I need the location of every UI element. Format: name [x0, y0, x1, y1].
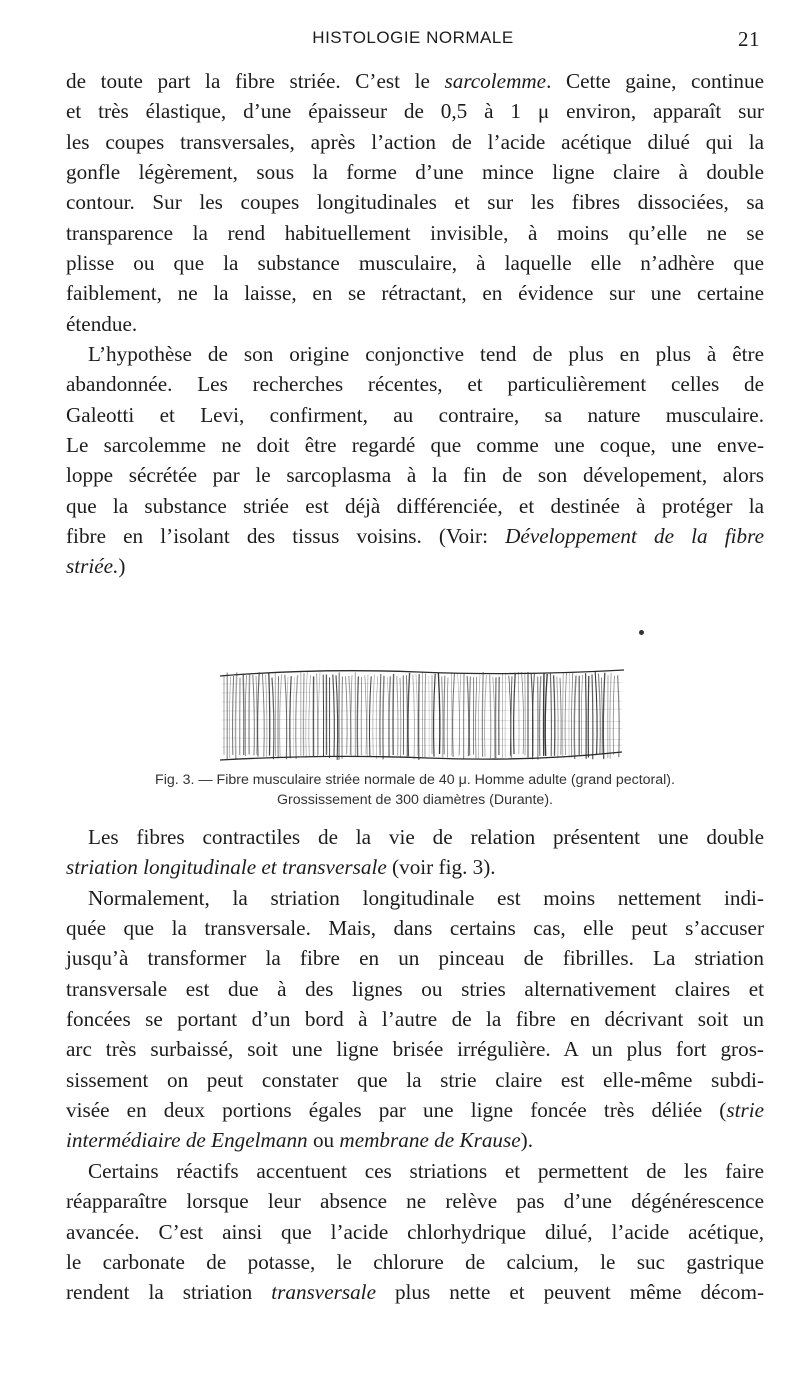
text-line: L’hypothèse de son origine conjonctive tend de plus en plus à être	[88, 342, 764, 366]
text-line: plisse ou que la substance musculaire, à laquelle elle n’adhère que	[66, 251, 764, 276]
text-line: réapparaître lorsque leur absence ne relève pas d’une dégénérescence	[66, 1189, 764, 1214]
figure-muscle-fiber-illustration	[218, 664, 626, 766]
text-line: le carbonate de potasse, le chlorure de calcium, le suc gastrique	[66, 1250, 764, 1275]
text-line: Certains réactifs accentuent ces striations et permettent de les faire	[88, 1159, 764, 1183]
text-line: jusqu’à transformer la fibre en un pinceau de fibrilles. La striation	[66, 946, 764, 971]
caption-line: Fig. 3. — Fibre musculaire striée normale de 40 μ. Homme adulte (grand pectoral).	[155, 772, 675, 788]
caption-line: Grossissement de 300 diamètres (Durante).	[277, 792, 553, 808]
page-number: 21	[738, 27, 760, 51]
paragraph-origine	[66, 339, 764, 582]
figure-caption	[66, 770, 764, 810]
text-line: visée en deux portions égales par une ligne foncée très déliée (strie	[66, 1098, 764, 1123]
text-line: striée.)	[66, 554, 126, 579]
text-line: intermédiaire de Engelmann ou membrane de Krause).	[66, 1128, 534, 1153]
term-transversale: transversale	[271, 1280, 376, 1305]
text-line: de toute part la fibre striée. C’est le sarcolemme. Cette gaine, continue	[66, 69, 764, 93]
text-line: abandonnée. Les recherches récentes, et particulièrement celles de	[66, 372, 764, 397]
text-line: loppe sécrétée par le sarcoplasma à la fin de son dévelopement, alors	[66, 463, 764, 488]
text-line: arc très surbaissé, soit une ligne brisée irrégulière. A un plus fort gros-	[66, 1037, 764, 1062]
text-line: étendue.	[66, 311, 138, 336]
text-line: gonfle légèrement, sous la forme d’une mince ligne claire à double	[66, 160, 764, 185]
text-line: sissement on peut constater que la strie claire est elle-même subdi-	[66, 1067, 764, 1092]
text-line: transversale est due à des lignes ou stries alternativement claires et	[66, 976, 764, 1001]
text-line: avancée. C’est ainsi que l’acide chlorhydrique dilué, l’acide acétique,	[66, 1219, 764, 1244]
text-line: transparence la rend habituellement invisible, à moins qu’elle ne se	[66, 220, 764, 245]
paragraph-striation	[66, 822, 764, 1156]
running-title: HISTOLOGIE NORMALE	[312, 28, 514, 47]
text-line: Normalement, la striation longitudinale est moins nettement indi-	[88, 885, 764, 910]
paragraph-sarcolemme	[66, 66, 764, 339]
text-line: Les fibres contractiles de la vie de relation présentent une double	[88, 825, 764, 849]
running-header	[66, 22, 760, 52]
text-line: faiblement, ne la laisse, en se rétractant, en évidence sur une certaine	[66, 281, 764, 306]
text-line: rendent la striation transversale plus nette et peuvent même décom-	[66, 1280, 765, 1305]
paragraph-reactifs	[66, 1156, 764, 1308]
term-sarcolemme: sarcolemme	[444, 69, 547, 93]
text-line: Le sarcolemme ne doit être regardé que comme une coque, une enve-	[66, 433, 764, 458]
text-line: quée que la transversale. Mais, dans certains cas, elle peut s’accuser	[66, 916, 764, 941]
text-line: que la substance striée est déjà différenciée, et destinée à protéger la	[66, 493, 764, 518]
text-line: les coupes transversales, après l’action de l’acide acétique dilué qui la	[66, 129, 764, 154]
ornament-dot	[639, 630, 644, 635]
term-striation: striation longitudinale et transversale	[66, 855, 387, 880]
text-line: contour. Sur les coupes longitudinales et sur les fibres dissociées, sa	[66, 190, 764, 215]
text-line: foncées se portant d’un bord à l’autre de la fibre en décrivant soit un	[66, 1007, 764, 1032]
text-line: striation longitudinale et transversale (voir fig. 3).	[66, 855, 496, 880]
text-line: Galeotti et Levi, confirment, au contraire, sa nature musculaire.	[66, 402, 764, 427]
text-line: et très élastique, d’une épaisseur de 0,5 à 1 μ environ, apparaît sur	[66, 99, 764, 124]
text-line: fibre en l’isolant des tissus voisins. (Voir: Développement de la fibre	[66, 524, 764, 549]
cross-reference: Développement de la fibre	[505, 524, 764, 549]
